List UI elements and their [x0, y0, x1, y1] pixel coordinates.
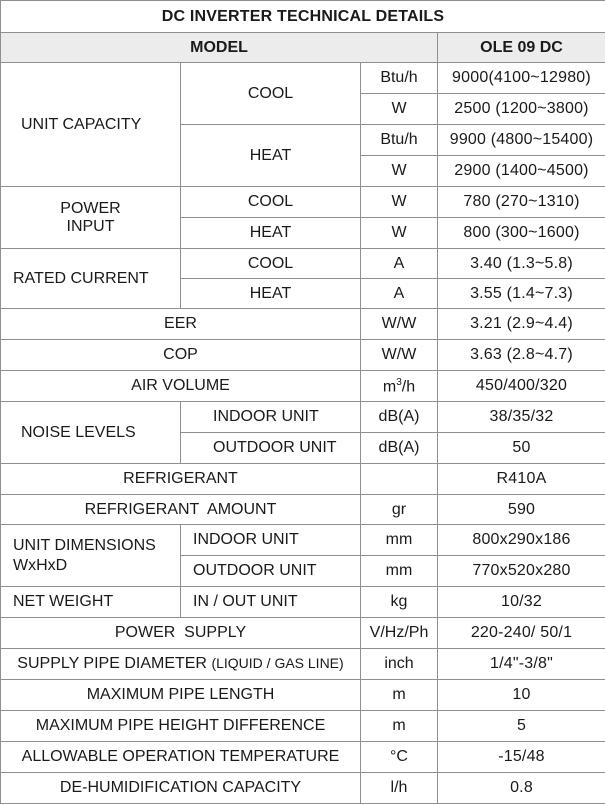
- table-row: [1, 495, 605, 525]
- capacity-cool-w-unit: W: [361, 94, 438, 125]
- power-input-heat-value: 800 (300~1600): [438, 218, 605, 249]
- unit-dimensions-label: UNIT DIMENSIONS WxHxD: [1, 525, 181, 587]
- power-supply-value: 220-240/ 50/1: [438, 618, 605, 649]
- operation-temp-value: -15/48: [438, 742, 605, 773]
- capacity-heat-w-unit: W: [361, 156, 438, 187]
- capacity-heat-label: HEAT: [181, 125, 361, 187]
- table-row: [1, 63, 605, 94]
- refrigerant-unit: [361, 464, 438, 495]
- power-input-label: POWER INPUT: [1, 187, 181, 249]
- noise-indoor-label: INDOOR UNIT: [181, 402, 361, 433]
- table-row: [1, 340, 605, 371]
- net-weight-unit: kg: [361, 587, 438, 618]
- noise-levels-label: NOISE LEVELS: [1, 402, 181, 464]
- table-row: [1, 402, 605, 433]
- net-weight-sub-label: IN / OUT UNIT: [181, 587, 361, 618]
- pipe-diameter-unit: inch: [361, 649, 438, 680]
- noise-indoor-unit: dB(A): [361, 402, 438, 433]
- dimensions-indoor-label: INDOOR UNIT: [181, 525, 361, 556]
- power-input-cool-unit: W: [361, 187, 438, 218]
- dimensions-indoor-unit: mm: [361, 525, 438, 556]
- dehumidification-value: 0.8: [438, 773, 605, 804]
- dimensions-outdoor-label: OUTDOOR UNIT: [181, 556, 361, 587]
- net-weight-value: 10/32: [438, 587, 605, 618]
- rated-current-label: RATED CURRENT: [1, 249, 181, 309]
- refrigerant-amount-unit: gr: [361, 495, 438, 525]
- max-pipe-height-unit: m: [361, 711, 438, 742]
- rated-current-cool-label: COOL: [181, 249, 361, 279]
- power-input-cool-label: COOL: [181, 187, 361, 218]
- noise-indoor-value: 38/35/32: [438, 402, 605, 433]
- capacity-cool-label: COOL: [181, 63, 361, 125]
- dehumidification-label: DE-HUMIDIFICATION CAPACITY: [1, 773, 361, 804]
- rated-current-heat-unit: A: [361, 279, 438, 309]
- pipe-diameter-value: 1/4"-3/8": [438, 649, 605, 680]
- rated-current-heat-value: 3.55 (1.4~7.3): [438, 279, 605, 309]
- refrigerant-amount-label: REFRIGERANT AMOUNT: [1, 495, 361, 525]
- cop-value: 3.63 (2.8~4.7): [438, 340, 605, 371]
- max-pipe-length-unit: m: [361, 680, 438, 711]
- noise-outdoor-unit: dB(A): [361, 433, 438, 464]
- dimensions-indoor-value: 800x290x186: [438, 525, 605, 556]
- cop-unit: W/W: [361, 340, 438, 371]
- table-row: [1, 587, 605, 618]
- table-row: [1, 525, 605, 556]
- power-input-heat-unit: W: [361, 218, 438, 249]
- table-row: [1, 742, 605, 773]
- table-row: [1, 249, 605, 279]
- eer-value: 3.21 (2.9~4.4): [438, 309, 605, 340]
- table-row: [1, 464, 605, 495]
- power-input-cool-value: 780 (270~1310): [438, 187, 605, 218]
- table-row: [1, 618, 605, 649]
- power-supply-label: POWER SUPPLY: [1, 618, 361, 649]
- model-label: MODEL: [1, 33, 438, 63]
- capacity-cool-w-value: 2500 (1200~3800): [438, 94, 605, 125]
- eer-label: EER: [1, 309, 361, 340]
- max-pipe-height-label: MAXIMUM PIPE HEIGHT DIFFERENCE: [1, 711, 361, 742]
- air-volume-unit: $m^3/h$: [361, 371, 438, 402]
- table-row: [1, 371, 605, 402]
- model-value: OLE 09 DC: [438, 33, 605, 63]
- rated-current-cool-unit: A: [361, 249, 438, 279]
- unit-capacity-label: UNIT CAPACITY: [1, 63, 181, 187]
- cop-label: COP: [1, 340, 361, 371]
- rated-current-cool-value: 3.40 (1.3~5.8): [438, 249, 605, 279]
- table-row: [1, 187, 605, 218]
- table-row: [1, 649, 605, 680]
- refrigerant-label: REFRIGERANT: [1, 464, 361, 495]
- max-pipe-length-label: MAXIMUM PIPE LENGTH: [1, 680, 361, 711]
- table-row: [1, 773, 605, 804]
- capacity-heat-btu-unit: Btu/h: [361, 125, 438, 156]
- refrigerant-value: R410A: [438, 464, 605, 495]
- refrigerant-amount-value: 590: [438, 495, 605, 525]
- eer-unit: W/W: [361, 309, 438, 340]
- table-title: DC INVERTER TECHNICAL DETAILS: [1, 1, 605, 33]
- capacity-heat-btu-value: 9900 (4800~15400): [438, 125, 605, 156]
- table-row: [1, 711, 605, 742]
- air-volume-value: 450/400/320: [438, 371, 605, 402]
- noise-outdoor-value: 50: [438, 433, 605, 464]
- power-supply-unit: V/Hz/Ph: [361, 618, 438, 649]
- noise-outdoor-label: OUTDOOR UNIT: [181, 433, 361, 464]
- dimensions-outdoor-value: 770x520x280: [438, 556, 605, 587]
- capacity-cool-btu-value: 9000(4100~12980): [438, 63, 605, 94]
- max-pipe-length-value: 10: [438, 680, 605, 711]
- pipe-diameter-label: SUPPLY PIPE DIAMETER (LIQUID / GAS LINE): [1, 649, 361, 680]
- operation-temp-label: ALLOWABLE OPERATION TEMPERATURE: [1, 742, 361, 773]
- net-weight-label: NET WEIGHT: [1, 587, 181, 618]
- air-volume-label: AIR VOLUME: [1, 371, 361, 402]
- capacity-heat-w-value: 2900 (1400~4500): [438, 156, 605, 187]
- table-row: [1, 309, 605, 340]
- table-row: [1, 680, 605, 711]
- capacity-cool-btu-unit: Btu/h: [361, 63, 438, 94]
- max-pipe-height-value: 5: [438, 711, 605, 742]
- rated-current-heat-label: HEAT: [181, 279, 361, 309]
- operation-temp-unit: °C: [361, 742, 438, 773]
- dehumidification-unit: l/h: [361, 773, 438, 804]
- dimensions-outdoor-unit: mm: [361, 556, 438, 587]
- power-input-heat-label: HEAT: [181, 218, 361, 249]
